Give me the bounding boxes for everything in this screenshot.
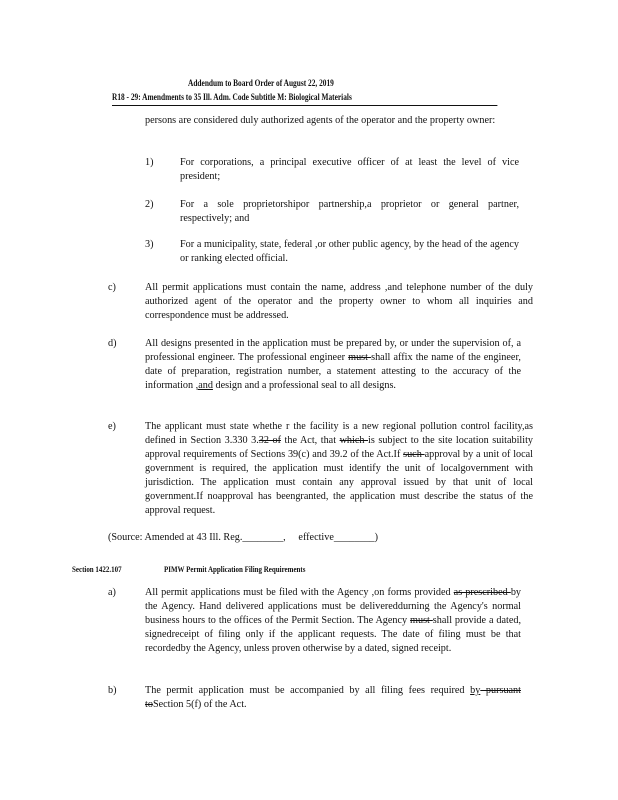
item-c-text: All permit applications must contain the name, address ,and telephone number of the duly authorized agent of the operator and the property owner to whom all inquiries and correspondence must be addressed. <box>145 282 533 321</box>
header-line-1: Addendum to Board Order of August 22, 2019 <box>188 78 334 88</box>
section-title: PIMW Permit Application Filing Requirements <box>164 564 306 574</box>
strike-text: must <box>348 352 372 363</box>
item-e-text: The applicant must state whethe r the facility is a new regional pollution control facility,as defined in Section 3.330 3.32 of the Act, that which is subject to the site location suitability approval requirements of Sections 39(c) and 39.2 of the Act.If such approval by a unit of local government is required, the application must identify the unit of localgovernment with jurisdiction. The application must contain any approval issued by that unit of local government.If noapproval has beengranted, the application must describe the status of the approval request. <box>145 421 534 516</box>
intro-paragraph: persons are considered duly authorized agents of the operator and the property owner: <box>145 115 496 126</box>
strike-text: pursuant to <box>145 685 521 710</box>
item-d-text: All designs presented in the application must be prepared by, or under the supervision of, a professional engineer. The professional engineer must shall affix the name of the engineer, date of preparation, registration number, a statement attesting to the accuracy of the information ,and design and a professional seal to all designs. <box>145 338 521 391</box>
section-number: Section 1422.107 <box>72 564 122 574</box>
item-b-text: The permit application must be accompanied by all filing fees required by pursuant toSection 5(f) of the Act. <box>145 685 521 710</box>
strike-text: 32 of <box>258 435 281 446</box>
strike-text: which <box>339 435 369 446</box>
strike-text: must <box>410 615 433 626</box>
item-b-label: b) <box>108 685 117 696</box>
strike-text: such <box>403 449 425 460</box>
source-note: (Source: Amended at 43 Ill. Reg.________, effective________) <box>108 532 379 543</box>
strike-text: as prescribed <box>453 587 511 598</box>
item-2-number: 2) <box>145 199 154 210</box>
item-1-number: 1) <box>145 157 154 168</box>
item-3-number: 3) <box>145 239 154 250</box>
item-a-label: a) <box>108 587 116 598</box>
item-c-label: c) <box>108 282 116 293</box>
item-3-text: For a municipality, state, federal ,or other public agency, by the head of the agency or ranking elected official. <box>180 239 519 264</box>
item-1-text: For corporations, a principal executive officer of at least the level of vice president; <box>180 157 519 182</box>
item-e-label: e) <box>108 421 116 432</box>
item-d-label: d) <box>108 338 117 349</box>
item-a-text: All permit applications must be filed with the Agency ,on forms provided as prescribed by the Agency. Hand delivered applications must be delivereddurning the Agency's normal business hours to the offices of the Permit Section. The Agency must shall provide a dated, signedreceipt of filing only if the applicant requests. The date of filing must be that recordedby the Agency, unless proven otherwise by a dated, signed receipt. <box>145 587 521 654</box>
item-2-text: For a sole proprietorshipor partnership,a proprietor or general partner, respectively; and <box>180 199 519 224</box>
inserted-text: by <box>470 685 481 696</box>
inserted-text: ,and <box>195 380 213 391</box>
header-line-2: R18 - 29: Amendments to 35 Ill. Adm. Code Subtitle M: Biological Materials <box>112 90 497 106</box>
